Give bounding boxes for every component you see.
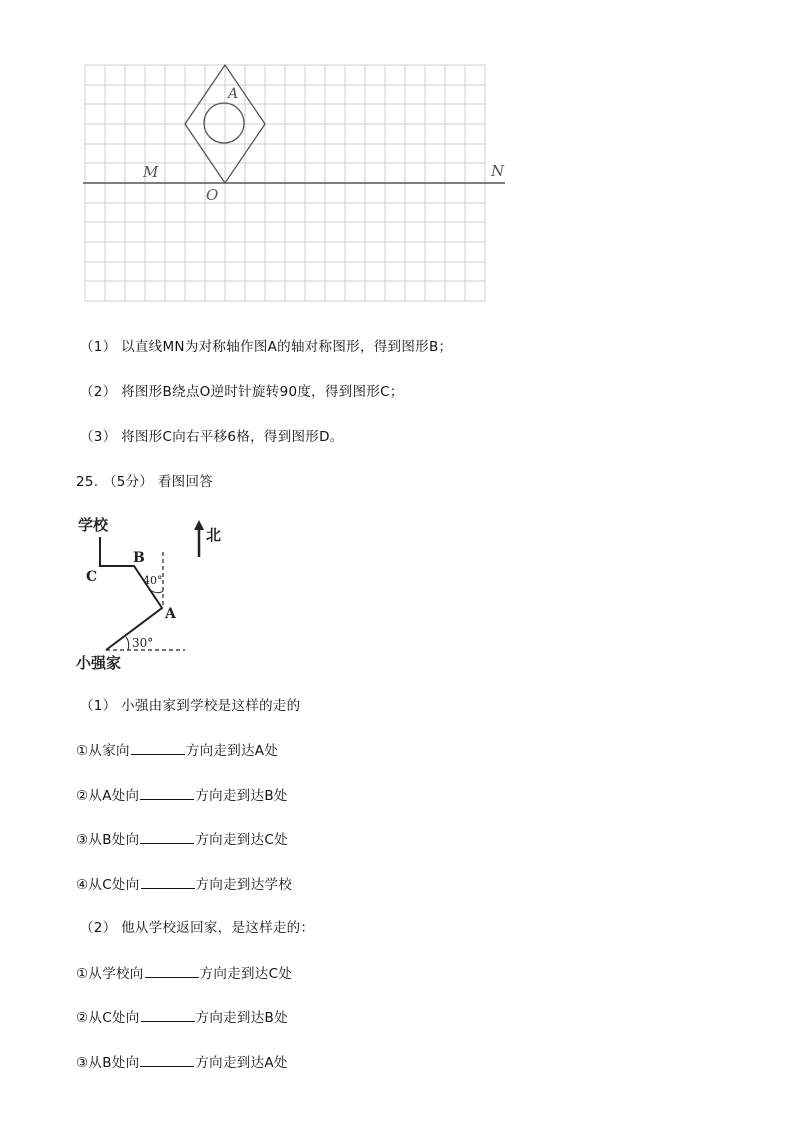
- answer-blank[interactable]: [141, 1008, 195, 1022]
- sub1-item-4: ④从C处向 方向走到达学校: [76, 877, 293, 893]
- sub1-item-2: ②从A处向 方向走到达B处: [76, 788, 288, 804]
- answer-blank[interactable]: [145, 964, 199, 978]
- question-2: （2） 将图形B绕点O逆时针旋转90度，得到图形C；: [80, 384, 404, 400]
- answer-blank[interactable]: [141, 875, 195, 889]
- label-o: O: [206, 186, 219, 204]
- angle-30-label: 30°: [132, 636, 154, 650]
- grid-figure: [80, 60, 510, 310]
- label-a-point: A: [165, 606, 176, 622]
- question-3: （3） 将图形C向右平移6格，得到图形D。: [80, 429, 344, 445]
- question-1: （1） 以直线MN为对称轴作图A的轴对称图形，得到图形B；: [80, 339, 453, 355]
- label-a: A: [228, 86, 239, 102]
- school-label: 学校: [78, 516, 109, 534]
- sub2-item-2: ②从C处向 方向走到达B处: [76, 1010, 288, 1026]
- north-arrow-icon: [194, 520, 204, 557]
- answer-blank[interactable]: [131, 741, 185, 755]
- label-n: N: [491, 162, 505, 180]
- sub2-item-3: ③从B处向 方向走到达A处: [76, 1055, 288, 1071]
- north-label: 北: [206, 526, 222, 544]
- home-label: 小强家: [76, 654, 122, 672]
- sub-question-2-title: （2） 他从学校返回家，是这样走的：: [80, 920, 315, 936]
- route-map: [70, 510, 270, 675]
- circle-shape: [204, 103, 244, 143]
- sub1-item-3: ③从B处向 方向走到达C处: [76, 832, 288, 848]
- label-b: B: [133, 550, 145, 566]
- sub-question-1-title: （1） 小强由家到学校是这样的走的: [80, 698, 301, 714]
- answer-blank[interactable]: [140, 830, 194, 844]
- angle-arc-30: [126, 637, 129, 650]
- sub2-item-1: ①从学校向 方向走到达C处: [76, 966, 293, 982]
- sub1-item-1: ①从家向 方向走到达A处: [76, 743, 279, 759]
- answer-blank[interactable]: [140, 786, 194, 800]
- answer-blank[interactable]: [140, 1053, 194, 1067]
- label-m: M: [143, 163, 159, 181]
- route-line: [100, 537, 162, 650]
- question-25-heading: 25. （5分） 看图回答: [76, 474, 214, 490]
- label-c: C: [86, 569, 98, 585]
- angle-40-label: 40°: [143, 574, 163, 587]
